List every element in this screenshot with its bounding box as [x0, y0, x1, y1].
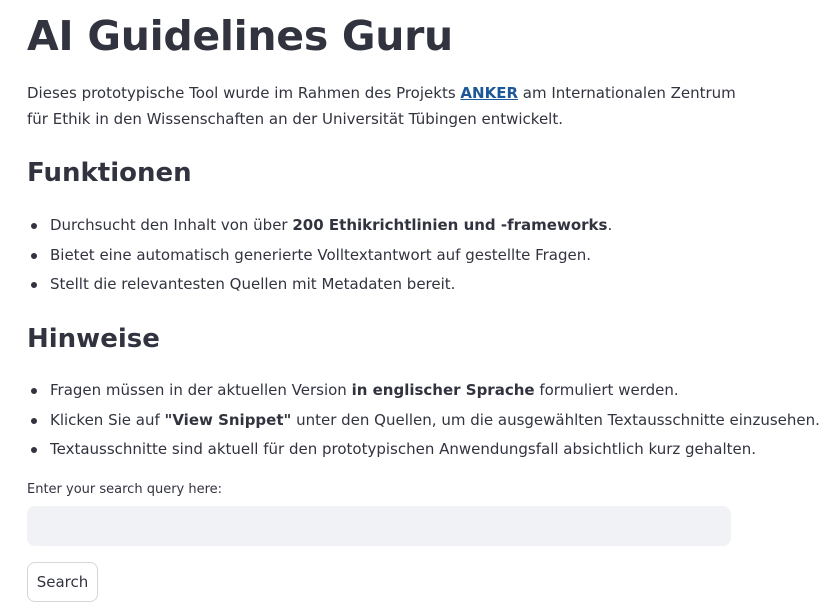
intro-paragraph — [27, 80, 739, 132]
list-item-text: Durchsucht den Inhalt von über — [50, 216, 293, 234]
functions-list-item — [50, 211, 750, 241]
functions-heading: Funktionen — [27, 158, 192, 188]
search-input[interactable] — [27, 506, 731, 546]
list-item-bold-text: in englischer Sprache — [351, 381, 535, 399]
functions-list — [27, 211, 750, 300]
notes-list — [27, 376, 820, 465]
list-item-text: unter den Quellen, um die ausgewählten Textausschnitte einzusehen. — [291, 410, 820, 429]
notes-heading: Hinweise — [27, 324, 160, 354]
notes-list-item — [50, 406, 820, 436]
list-item-bold-text: 200 Ethikrichtlinien und -frameworks — [292, 216, 608, 234]
notes-list-item — [50, 376, 750, 406]
page-title: AI Guidelines Guru — [27, 12, 453, 60]
intro-text-after: am Internationalen Zentrum für Ethik in den Wissenschaften an der Universität Tübingen entwickelt. — [27, 84, 736, 128]
functions-list-item — [50, 270, 750, 300]
list-item-text: Klicken Sie auf — [50, 410, 165, 429]
intro-text-before: Dieses prototypische Tool wurde im Rahmen des Projekts — [27, 84, 461, 102]
functions-list-item — [50, 241, 750, 271]
list-item-text: Fragen müssen in der aktuellen Version — [50, 381, 352, 399]
list-item-text: formuliert werden. — [534, 381, 679, 399]
list-item-text: Textausschnitte sind aktuell für den prototypischen Anwendungsfall absichtlich kurz gehalten. — [50, 440, 757, 458]
list-item-text: . — [607, 216, 613, 234]
anker-link[interactable]: ANKER — [460, 84, 519, 102]
list-item-text: Stellt die relevantesten Quellen mit Metadaten bereit. — [50, 275, 456, 293]
list-item-text: Bietet eine automatisch generierte Volltextantwort auf gestellte Fragen. — [50, 245, 591, 264]
search-input-label: Enter your search query here: — [27, 482, 223, 497]
search-button[interactable]: Search — [27, 562, 98, 602]
list-item-bold-text: "View Snippet" — [164, 410, 292, 429]
notes-list-item — [50, 435, 757, 465]
